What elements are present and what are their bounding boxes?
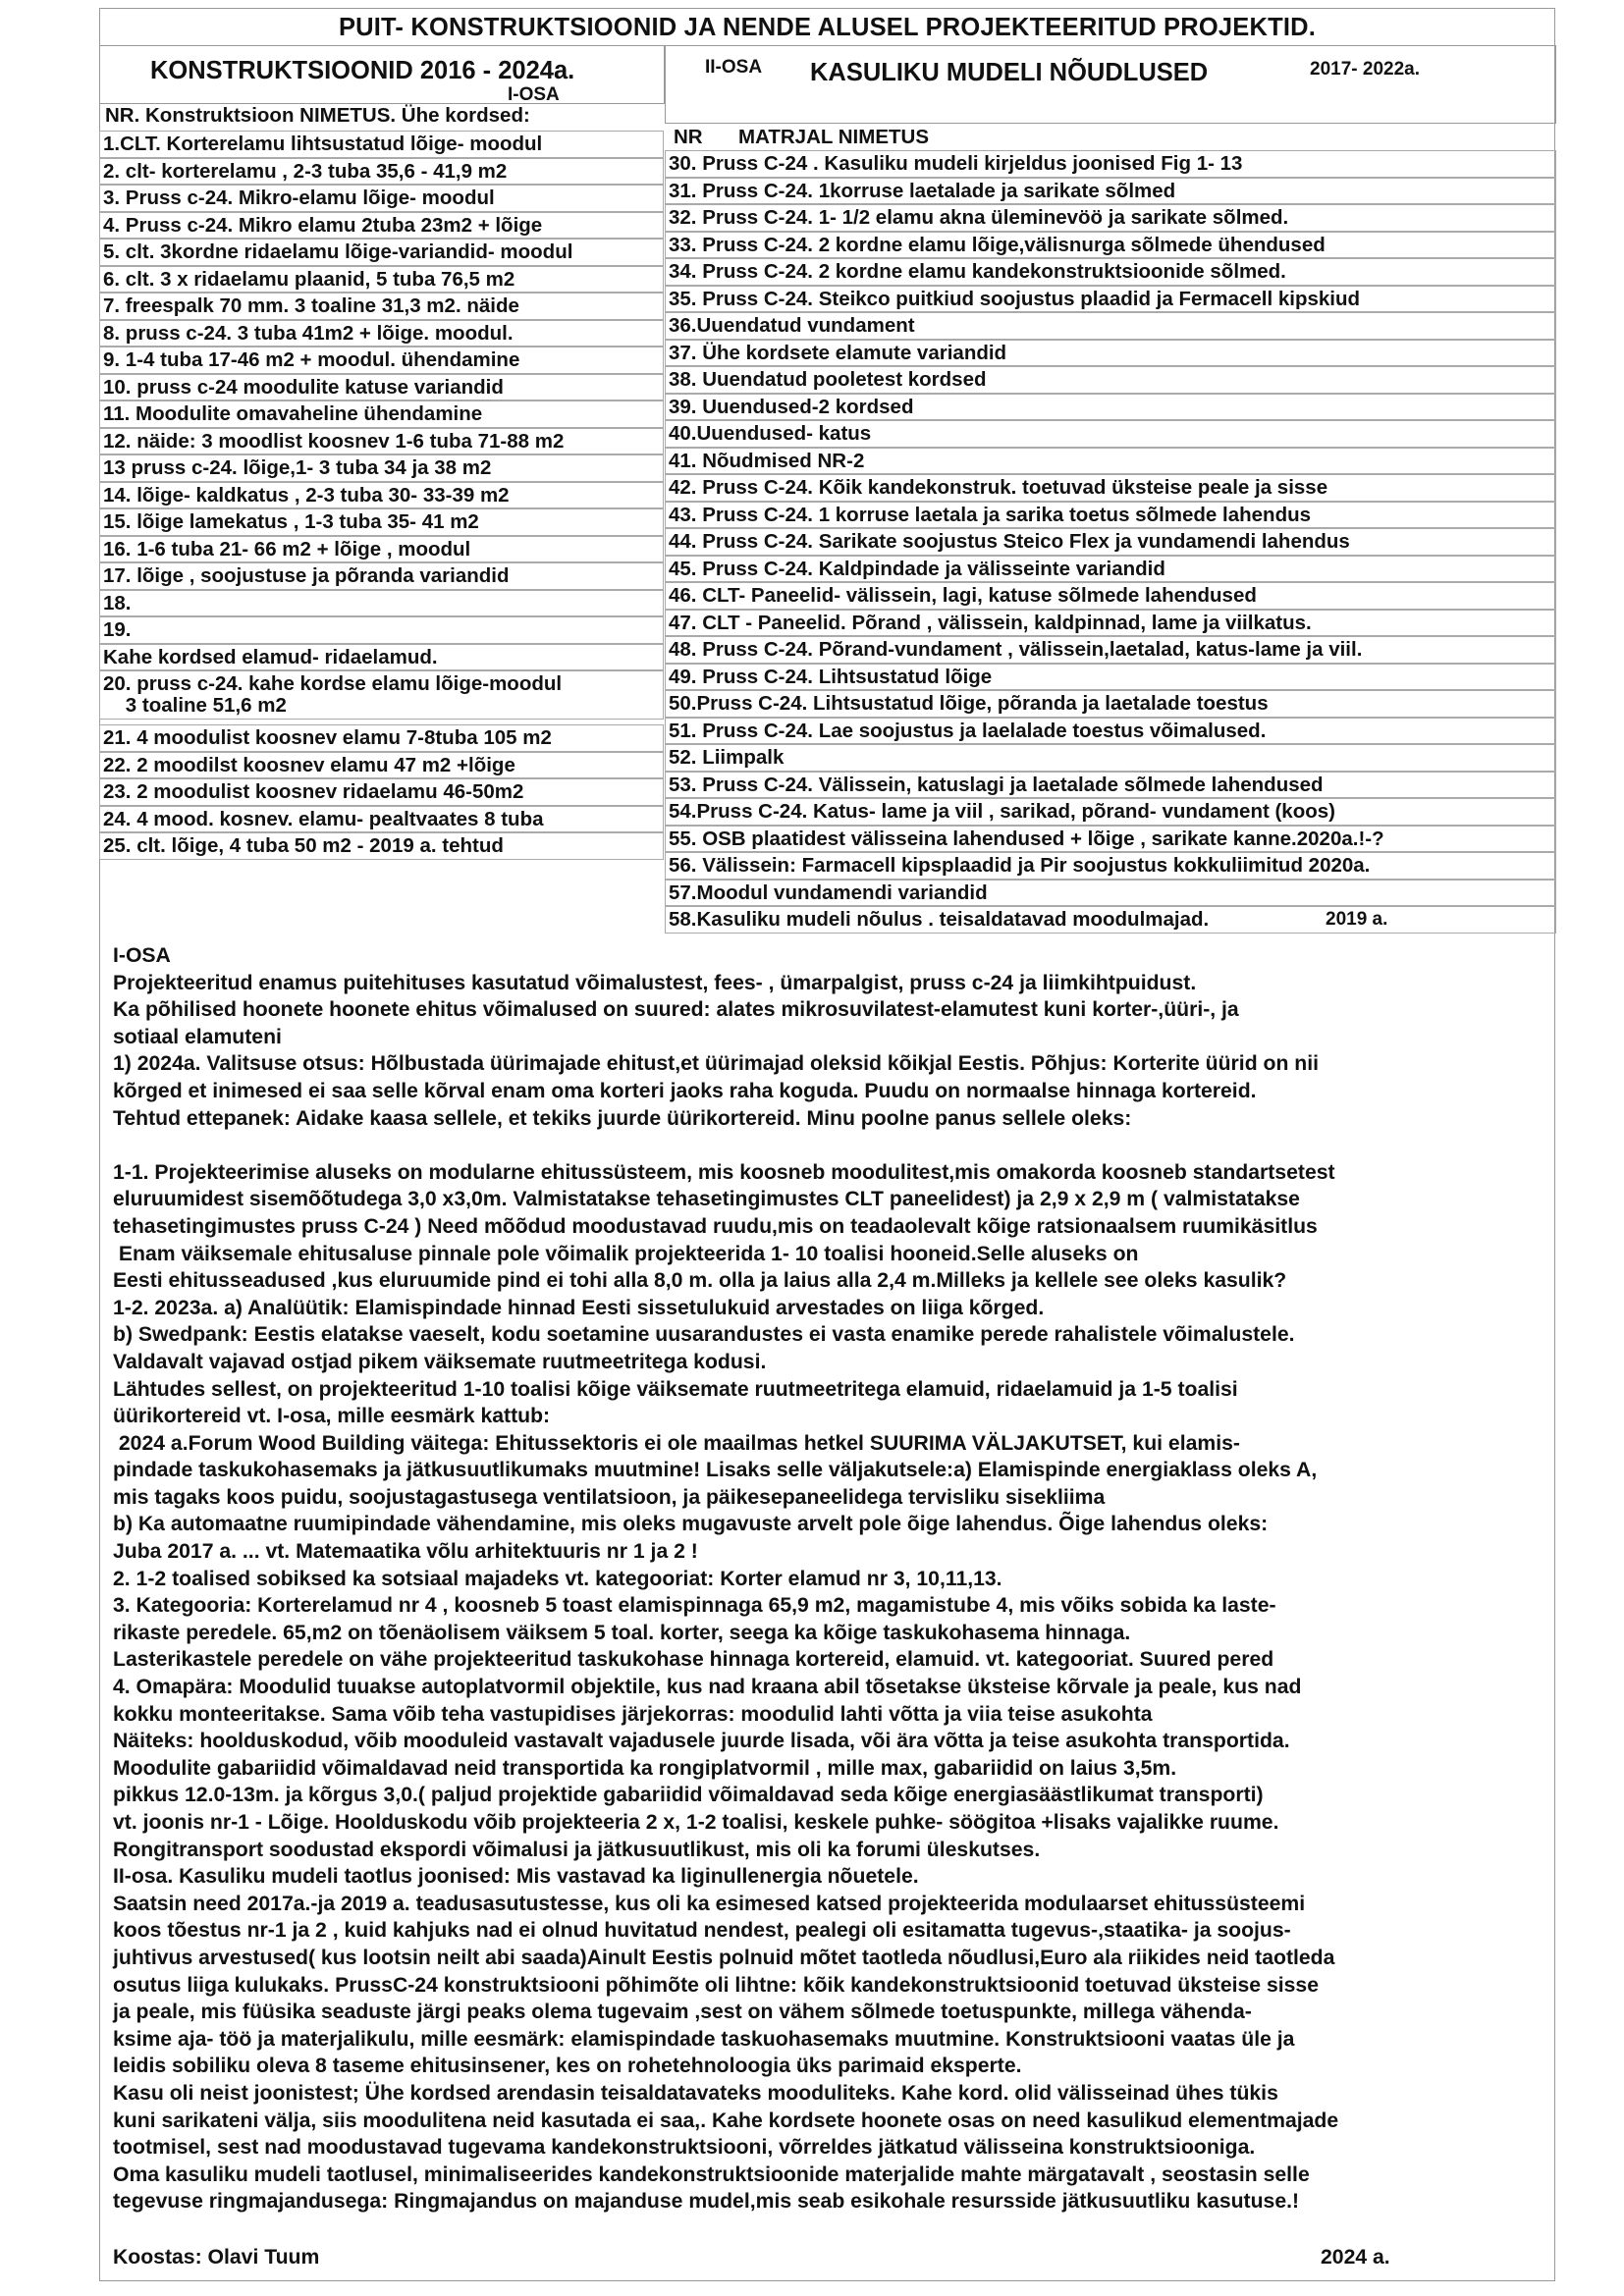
list-item: 50.Pruss C-24. Lihtsustatud lõige, põranda ja laetalade toestus: [665, 690, 1556, 718]
list-item: 51. Pruss C-24. Lae soojustus ja laelalade toestus võimalused.: [665, 718, 1556, 745]
body-line: leidis sobiliku oleva 8 taseme ehitusinsener, kes on rohetehnoloogia üks parimaid eksperte.: [113, 2055, 1022, 2078]
list-item: 36.Uuendatud vundament: [665, 312, 1556, 340]
body-line: tootmisel, sest nad moodustavad tugevama kandekonstruktsiooni, võrreldes jätkatud välisseina konstruktsiooniga.: [113, 2136, 1256, 2160]
list-item: 33. Pruss C-24. 2 kordne elamu lõige,välisnurga sõlmede ühendused: [665, 232, 1556, 259]
list-item: 32. Pruss C-24. 1- 1/2 elamu akna üleminevöö ja sarikate sõlmed.: [665, 204, 1556, 232]
body-line: Enam väiksemale ehitusaluse pinnale pole võimalik projekteerida 1- 10 toalisi hooneid.Selle aluseks on: [113, 1242, 1139, 1265]
body-line: Oma kasuliku mudeli taotlusel, minimaliseerides kandekonstruktsioonide materjalide mahte märgatavalt , seostasin selle: [113, 2163, 1310, 2186]
body-line: b) Swedpank: Eestis elatakse vaeselt, kodu soetamine uusarandustes ei vasta enamike perede rahalistele võimalustele.: [113, 1323, 1295, 1347]
body-line: 2. 1-2 toalised sobiksed ka sotsiaal majadeks vt. kategooriat: Korter elamud nr 3, 10,11,13.: [113, 1567, 1002, 1590]
body-line: b) Ka automaatne ruumipindade vähendamine, mis oleks mugavuste arvelt pole õige lahendus. Õige lahendus oleks:: [113, 1513, 1269, 1536]
body-line: eluruumidest sisemõõtudega 3,0 x3,0m. Valmistatakse tehasetingimustes CLT paneelidest) ja 2,9 x 2,9 m ( valmistatakse: [113, 1188, 1300, 1211]
body-line: 1-1. Projekteerimise aluseks on modularne ehitussüsteem, mis koosneb moodulitest,mis omakorda koosneb standartsetest: [113, 1160, 1335, 1184]
body-line: Ka põhilised hoonete hoonete ehitus võimalused on suured: alates mikrosuvilatest-elamutest kuni korter-,üüri-, ja: [113, 998, 1239, 1022]
list-item: 54.Pruss C-24. Katus- lame ja viil , sarikad, põrand- vundament (koos): [665, 798, 1556, 826]
list-item: 30. Pruss C-24 . Kasuliku mudeli kirjeldus joonised Fig 1- 13: [665, 150, 1556, 178]
list-item: 35. Pruss C-24. Steikco puitkiud soojustus plaadid ja Fermacell kipskiud: [665, 286, 1556, 313]
list-item: 45. Pruss C-24. Kaldpindade ja välisseinte variandid: [665, 556, 1556, 583]
footer-year: 2024 a.: [1321, 2246, 1390, 2269]
body-line: Moodulite gabariidid võimaldavad neid transportida ka rongiplatvormil , mille max, gabariidid on laius 3,5m.: [113, 1756, 1177, 1780]
body-line: Näiteks: hoolduskodud, võib mooduleid vastavalt vajadusele juurde lisada, või ära võtta ja teise asukohta transportida.: [113, 1730, 1290, 1753]
list-item: 12. näide: 3 moodlist koosnev 1-6 tuba 71-88 m2: [99, 428, 664, 455]
body-line: tegevuse ringmajandusega: Ringmajandus on majanduse mudel,mis seab esikohale resursside jätkusuutliku kasutuse.!: [113, 2190, 1300, 2214]
page-title: PUIT- KONSTRUKTSIOONID JA NENDE ALUSEL PROJEKTEERITUD PROJEKTID.: [338, 14, 1317, 41]
list-item: 43. Pruss C-24. 1 korruse laetala ja sarika toetus sõlmede lahendus: [665, 502, 1556, 529]
list-item: 41. Nõudmised NR-2: [665, 448, 1556, 475]
list-item: 31. Pruss C-24. 1korruse laetalade ja sarikate sõlmed: [665, 178, 1556, 205]
list-item: 15. lõige lamekatus , 1-3 tuba 35- 41 m2: [99, 508, 664, 536]
body-line: Saatsin need 2017a.-ja 2019 a. teadusasutustesse, kus oli ka esimesed katsed projekteerida modulaarset ehitussüsteemi: [113, 1892, 1306, 1915]
body-line: [113, 1132, 1546, 1159]
body-line: Kasu oli neist joonistest; Ühe kordsed arendasin teisaldatavateks mooduliteks. Kahe kord. olid välisseinad ühes tükis: [113, 2081, 1278, 2105]
body-line: Rongitransport soodustad ekspordi võimalusi ja jätkusuutlikust, mis oli ka forumi üleskutses.: [113, 1838, 1041, 1861]
list-item: 6. clt. 3 x ridaelamu plaanid, 5 tuba 76,5 m2: [99, 266, 664, 294]
body-line: juhtivus arvestused( kus lootsin neilt abi saada)Ainult Eestis polnuid mõtet taotleda nõudlusi,Euro ala riikides neid taotleda: [113, 1946, 1335, 1969]
list-item: 18.: [99, 590, 664, 617]
list-item: 14. lõige- kaldkatus , 2-3 tuba 30- 33-39 m2: [99, 482, 664, 509]
right-last-year: 2019 a.: [1326, 909, 1388, 930]
body-line: pikkus 12.0-13m. ja kõrgus 3,0.( paljud projektide gabariidid võimaldavad seda kõige energiasäästlikumat transporti): [113, 1784, 1264, 1807]
list-item: 37. Ühe kordsete elamute variandid: [665, 340, 1556, 367]
list-item: 11. Moodulite omavaheline ühendamine: [99, 400, 664, 428]
body-line: pindade taskukohasemaks ja jätkusuutlikumaks muutmine! Lisaks selle väljakutsele:a) Elamispinde energiaklass oleks A,: [113, 1459, 1318, 1482]
right-part-label: II-OSA: [705, 57, 763, 78]
list-item: 55. OSB plaatidest välisseina lahendused + lõige , sarikate kanne.2020a.!-?: [665, 826, 1556, 853]
list-item-20-line2: 3 toaline 51,6 m2: [103, 694, 287, 717]
body-line: Eesti ehitusseadused ,kus eluruumide pind ei tohi alla 8,0 m. olla ja laius alla 2,4 m.Milleks ja kellele see oleks kasulik?: [113, 1269, 1287, 1293]
list-item: 19.: [99, 616, 664, 644]
list-item: 56. Välissein: Farmacell kipsplaadid ja Pir soojustus kokkuliimitud 2020a.: [665, 852, 1556, 880]
list-item: 2. clt- korterelamu , 2-3 tuba 35,6 - 41,9 m2: [99, 158, 664, 186]
list-item: 34. Pruss C-24. 2 kordne elamu kandekonstruktsioonide sõlmed.: [665, 258, 1556, 286]
body-line: kokku monteeritakse. Sama võib teha vastupidises järjekorras: moodulid lahti võtta ja viia teise asukohta: [113, 1702, 1153, 1726]
body-line: 1-2. 2023a. a) Analüütik: Elamispindade hinnad Eesti sissetulukuid arvestades on liiga kõrged.: [113, 1296, 1045, 1319]
list-item: 5. clt. 3kordne ridaelamu lõige-variandid- moodul: [99, 239, 664, 266]
body-line: II-osa. Kasuliku mudeli taotlus joonised: Mis vastavad ka liginullenergia nõuetele.: [113, 1865, 919, 1889]
list-item: 57.Moodul vundamendi variandid: [665, 880, 1556, 907]
body-line: Lasterikastele peredele on vähe projekteeritud taskukohase hinnaga kortereid, elamuid. vt. kategooriat. Suured pered: [113, 1648, 1274, 1672]
body-line: sotiaal elamuteni: [113, 1025, 282, 1048]
footer-author: Koostas: Olavi Tuum: [113, 2246, 320, 2269]
body-line: 2024 a.Forum Wood Building väitega: Ehitussektoris ei ole maailmas hetkel SUURIMA VÄLJAKUTSET, kui elamis-: [113, 1431, 1240, 1455]
right-col-nr: NR: [674, 126, 703, 148]
list-item-20-line1: 20. pruss c-24. kahe kordse elamu lõige-moodul: [103, 672, 563, 695]
body-text: [113, 942, 1546, 2216]
list-item: 16. 1-6 tuba 21- 66 m2 + lõige , moodul: [99, 536, 664, 563]
list-item: 52. Liimpalk: [665, 744, 1556, 772]
body-line: Juba 2017 a. ... vt. Matemaatika võlu arhitektuuris nr 1 ja 2 !: [113, 1540, 698, 1564]
list-item: 23. 2 moodulist koosnev ridaelamu 46-50m2: [99, 778, 664, 806]
body-line: mis tagaks koos puidu, soojustagastusega ventilatsioon, ja päikesepaneelidega tervisliku sisekliima: [113, 1485, 1106, 1509]
body-line: 4. Omapära: Moodulid tuuakse autoplatvormil objektile, kus nad kraana abil tõsetakse üksteise kõrvale ja peale, kus nad: [113, 1676, 1302, 1699]
left-column-label: NR. Konstruktsioon NIMETUS. Ühe kordsed:: [105, 104, 530, 127]
list-item: 24. 4 mood. kosnev. elamu- pealtvaates 8 tuba: [99, 806, 664, 833]
list-item: 44. Pruss C-24. Sarikate soojustus Steico Flex ja vundamendi lahendus: [665, 528, 1556, 556]
list-item: 22. 2 moodilst koosnev elamu 47 m2 +lõige: [99, 752, 664, 779]
list-item: 8. pruss c-24. 3 tuba 41m2 + lõige. moodul.: [99, 320, 664, 347]
list-item: 58.Kasuliku mudeli nõulus . teisaldatavad moodulmajad.: [665, 906, 1556, 934]
left-part-label: I-OSA: [508, 84, 560, 105]
body-line: 1) 2024a. Valitsuse otsus: Hõlbustada üürimajade ehitust,et üürimajad oleksid kõikjal Eestis. Põhjus: Korterite üürid on nii: [113, 1052, 1320, 1076]
two-story-heading: Kahe kordsed elamud- ridaelamud.: [99, 644, 664, 671]
list-item: 48. Pruss C-24. Põrand-vundament , välissein,laetalad, katus-lame ja viil.: [665, 636, 1556, 664]
body-line: kõrged et inimesed ei saa selle kõrval enam oma korteri jaoks raha koguda. Puudu on normaalse hinnaga kortereid.: [113, 1079, 1257, 1102]
list-item: 9. 1-4 tuba 17-46 m2 + moodul. ühendamine: [99, 347, 664, 374]
list-item: 7. freespalk 70 mm. 3 toaline 31,3 m2. näide: [99, 293, 664, 320]
body-line: osutus liiga kulukaks. PrussC-24 konstruktsiooni põhimõte oli lihtne: kõik kandekonstruktsioonid toetuvad üksteise sisse: [113, 1973, 1319, 1997]
list-item: 39. Uuendused-2 kordsed: [665, 394, 1556, 421]
body-line: üürikortereid vt. I-osa, mille eesmärk kattub:: [113, 1405, 551, 1428]
body-line: vt. joonis nr-1 - Lõige. Hoolduskodu võib projekteeria 2 x, 1-2 toalisi, keskele puhke- söögitoa +lisaks vajalikke ruume.: [113, 1811, 1279, 1834]
body-line: kuni sarikateni välja, siis moodulitena neid kasutada ei saa,. Kahe kordsete hoonete osas on need kasulikud elementmajade: [113, 2109, 1339, 2132]
body-line: Projekteeritud enamus puitehituses kasutatud võimalustest, fees- , ümarpalgist, pruss c-24 ja liimkihtpuidust.: [113, 971, 1197, 994]
list-item: 1.CLT. Korterelamu lihtsustatud lõige- moodul: [99, 131, 664, 158]
list-item: 25. clt. lõige, 4 tuba 50 m2 - 2019 a. tehtud: [99, 832, 664, 860]
list-item: 10. pruss c-24 moodulite katuse variandid: [99, 374, 664, 401]
body-line: Tehtud ettepanek: Aidake kaasa sellele, et tekiks juurde üürikortereid. Minu poolne panus sellele oleks:: [113, 1106, 1132, 1130]
list-item: 4. Pruss c-24. Mikro elamu 2tuba 23m2 + lõige: [99, 212, 664, 240]
body-line: 3. Kategooria: Korterelamud nr 4 , koosneb 5 toast elamispinnaga 65,9 m2, magamistube 4, mis võiks sobida ka laste-: [113, 1594, 1276, 1618]
body-line: Valdavalt vajavad ostjad pikem väiksemate ruutmeetritega kodusi.: [113, 1350, 767, 1373]
list-item: 47. CLT - Paneelid. Põrand , välissein, kaldpinnad, lame ja viilkatus.: [665, 610, 1556, 637]
list-item: 53. Pruss C-24. Välissein, katuslagi ja laetalade sõlmede lahendused: [665, 772, 1556, 799]
body-line: Lähtudes sellest, on projekteeritud 1-10 toalisi kõige väiksemate ruutmeetritega elamuid, ridaelamuid ja 1-5 toalisi: [113, 1377, 1238, 1401]
right-col-name: MATRJAL NIMETUS: [738, 126, 929, 148]
right-heading: KASULIKU MUDELI NÕUDLUSED: [810, 59, 1209, 86]
right-years: 2017- 2022a.: [1310, 59, 1420, 80]
list-item: 40.Uuendused- katus: [665, 420, 1556, 448]
body-line: tehasetingimustes pruss C-24 ) Need mõõdud moodustavad ruudu,mis on teadaolevalt kõige ratsionaalsem ruumikäsitlus: [113, 1214, 1318, 1238]
list-item: 21. 4 moodulist koosnev elamu 7-8tuba 105 m2: [99, 724, 664, 752]
list-item: 3. Pruss c-24. Mikro-elamu lõige- moodul: [99, 185, 664, 212]
list-item-20: [99, 670, 664, 720]
list-item: 42. Pruss C-24. Kõik kandekonstruk. toetuvad üksteise peale ja sisse: [665, 474, 1556, 502]
body-line: rikaste peredele. 65,m2 on tõenäolisem väiksem 5 toal. korter, seega ka kõige taskukohasema hinnaga.: [113, 1621, 1131, 1644]
list-item: 17. lõige , soojustuse ja põranda variandid: [99, 562, 664, 590]
body-line: koos tõestus nr-1 ja 2 , kuid kahjuks nad ei olnud huvitatud nendest, pealegi oli esitamatta tugevus-,staatika- ja soojus-: [113, 1919, 1291, 1943]
body-line: I-OSA: [113, 944, 171, 967]
list-item: 13 pruss c-24. lõige,1- 3 tuba 34 ja 38 m2: [99, 454, 664, 482]
list-item: 38. Uuendatud pooletest kordsed: [665, 366, 1556, 394]
list-item: 46. CLT- Paneelid- välissein, lagi, katuse sõlmede lahendused: [665, 582, 1556, 610]
body-line: ksime aja- töö ja materjalikulu, mille eesmärk: elamispindade taskuohasemaks muutmine. Konstruktsiooni vaatas üle ja: [113, 2027, 1295, 2051]
list-item: 49. Pruss C-24. Lihtsustatud lõige: [665, 664, 1556, 691]
body-line: ja peale, mis füüsika seaduste järgi peaks olema tugevaim ,sest on vähem sõlmede toetuspunkte, millega vähenda-: [113, 2001, 1252, 2024]
left-heading: KONSTRUKTSIOONID 2016 - 2024a.: [150, 57, 575, 84]
